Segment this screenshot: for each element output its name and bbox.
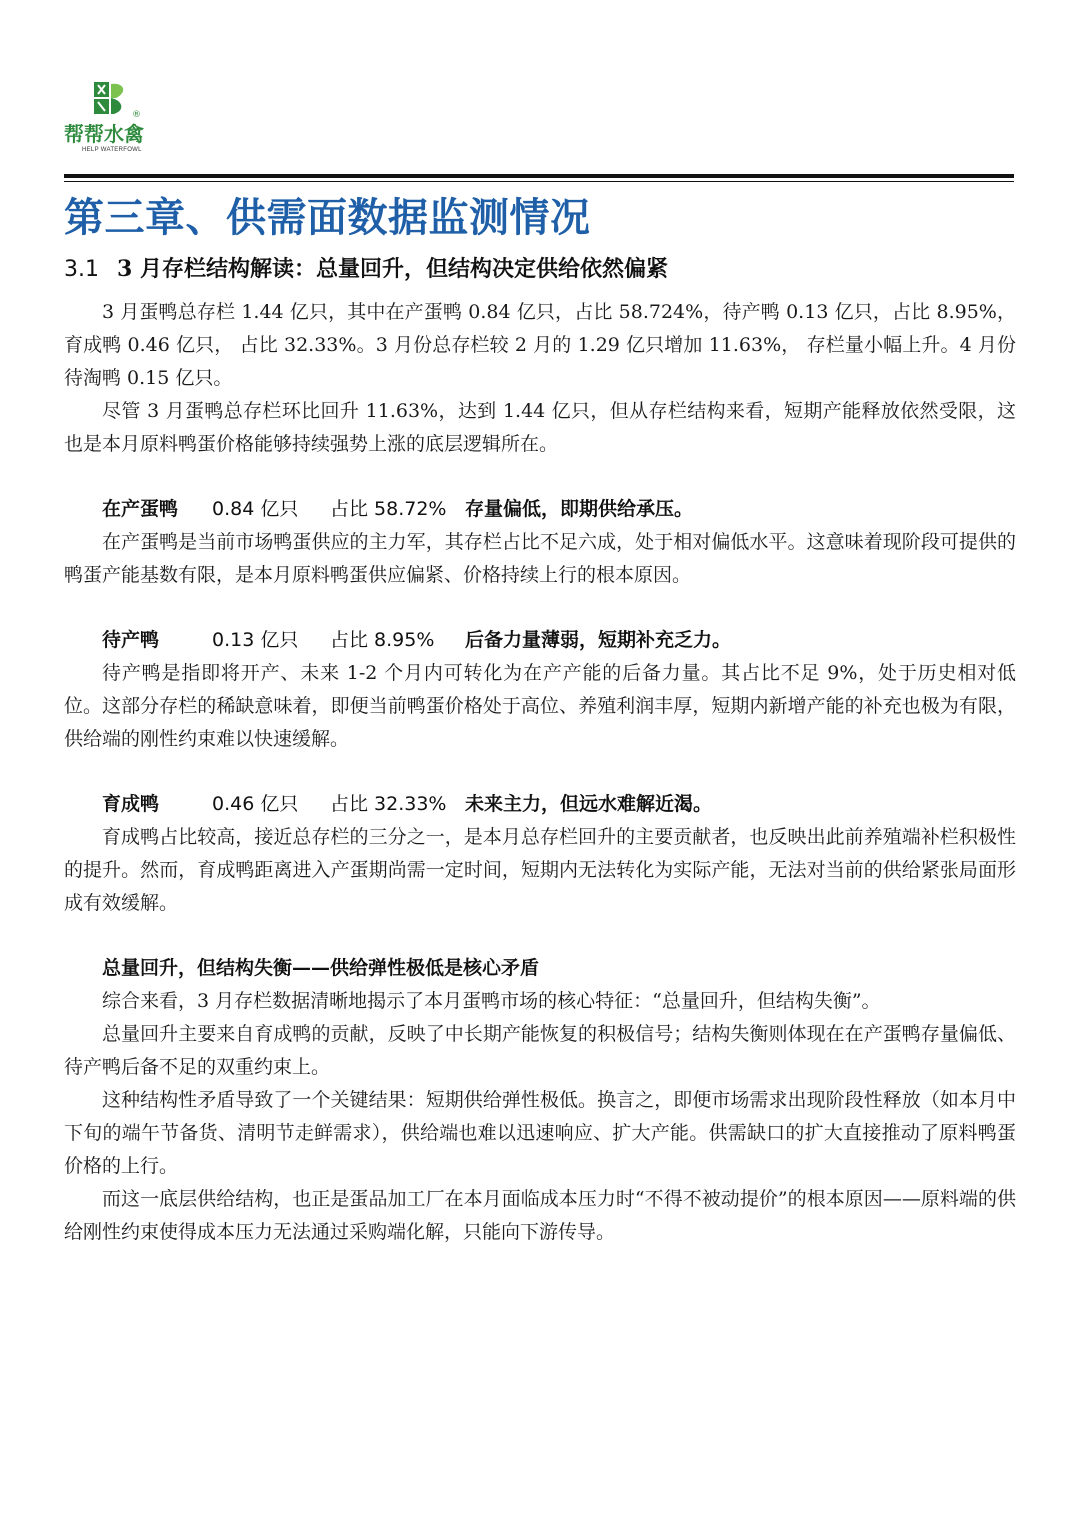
conclusion-paragraph-1: 综合来看，3 月存栏数据清晰地揭示了本月蛋鸭市场的核心特征：“总量回升，但结构失衡”。 (102, 990, 881, 1012)
block-label: 育成鸭 (102, 793, 160, 815)
section-title (64, 252, 668, 283)
conclusion-paragraph-2: 总量回升主要来自育成鸭的贡献，反映了中长期产能恢复的积极信号；结构失衡则体现在在产蛋鸭存量偏低、待产鸭后备不足的双重约束上。 (64, 1023, 1016, 1078)
block-value: 0.13 亿只 (212, 629, 299, 651)
logo-subtitle: HELP WATERFOWL (82, 147, 142, 153)
block-summary: 后备力量薄弱，短期补充乏力。 (465, 629, 732, 651)
block-heading-laying-ducks (64, 493, 1016, 526)
intro-paragraph-2: 尽管 3 月蛋鸭总存栏环比回升 11.63%，达到 1.44 亿只，但从存栏结构来看，短期产能释放依然受限，这也是本月原料鸭蛋价格能够持续强势上涨的底层逻辑所在。 (64, 400, 1016, 455)
brand-logo (64, 82, 164, 162)
header-rule-thick (64, 174, 1014, 178)
intro-paragraph-1: 3 月蛋鸭总存栏 1.44 亿只，其中在产蛋鸭 0.84 亿只，占比 58.724%，待产鸭 0.13 亿只，占比 8.95%，育成鸭 0.46 亿只， 占比 32.33%。3 月份总存栏较 2 月的 1.29 亿只增加 11.63%， 存栏量小幅上升。4 月份待淘鸭 0.15 亿只。 (64, 301, 1016, 389)
registered-mark: ® (132, 110, 141, 120)
block-share: 占比 8.95% (330, 629, 435, 651)
article-body (64, 296, 1016, 1249)
conclusion-paragraph-3: 这种结构性矛盾导致了一个关键结果：短期供给弹性极低。换言之，即便市场需求出现阶段性释放（如本月中下旬的端午节备货、清明节走鲜需求），供给端也难以迅速响应、扩大产能。供需缺口的扩大直接推动了原料鸭蛋价格的上行。 (64, 1089, 1016, 1177)
block-body-laying-ducks: 在产蛋鸭是当前市场鸭蛋供应的主力军，其存栏占比不足六成，处于相对偏低水平。这意味着现阶段可提供的鸭蛋产能基数有限，是本月原料鸭蛋供应偏紧、价格持续上行的根本原因。 (64, 531, 1016, 586)
section-heading: 3 月存栏结构解读：总量回升，但结构决定供给依然偏紧 (117, 256, 668, 282)
leaf-logo-icon (94, 82, 128, 116)
block-heading-pre-laying-ducks (64, 624, 1016, 657)
conclusion-paragraph-4: 而这一底层供给结构，也正是蛋品加工厂在本月面临成本压力时“不得不被动提价”的根本原因——原料端的供给刚性约束使得成本压力无法通过采购端化解，只能向下游传导。 (64, 1188, 1016, 1243)
block-summary: 未来主力，但远水难解近渴。 (465, 793, 713, 815)
logo-name: 帮帮水禽 (64, 122, 144, 146)
header-rule-thin (64, 181, 1014, 182)
conclusion-heading: 总量回升，但结构失衡——供给弹性极低是核心矛盾 (102, 957, 540, 979)
block-body-pre-laying-ducks: 待产鸭是指即将开产、未来 1-2 个月内可转化为在产产能的后备力量。其占比不足 9%，处于历史相对低位。这部分存栏的稀缺意味着，即便当前鸭蛋价格处于高位、养殖利润丰厚，短期内新增产能的补充也极为有限，供给端的刚性约束难以快速缓解。 (64, 662, 1016, 750)
block-body-growing-ducks: 育成鸭占比较高，接近总存栏的三分之一，是本月总存栏回升的主要贡献者，也反映出此前养殖端补栏积极性的提升。然而，育成鸭距离进入产蛋期尚需一定时间，短期内无法转化为实际产能，无法对当前的供给紧张局面形成有效缓解。 (64, 826, 1016, 914)
block-label: 在产蛋鸭 (102, 498, 179, 520)
block-label: 待产鸭 (102, 629, 160, 651)
chapter-title: 第三章、供需面数据监测情况 (64, 194, 591, 241)
section-number: 3.1 (64, 257, 99, 282)
block-heading-growing-ducks (64, 788, 1016, 821)
block-value: 0.84 亿只 (212, 498, 299, 520)
block-summary: 存量偏低，即期供给承压。 (465, 498, 694, 520)
block-value: 0.46 亿只 (212, 793, 299, 815)
block-share: 占比 32.33% (330, 793, 447, 815)
block-share: 占比 58.72% (330, 498, 447, 520)
